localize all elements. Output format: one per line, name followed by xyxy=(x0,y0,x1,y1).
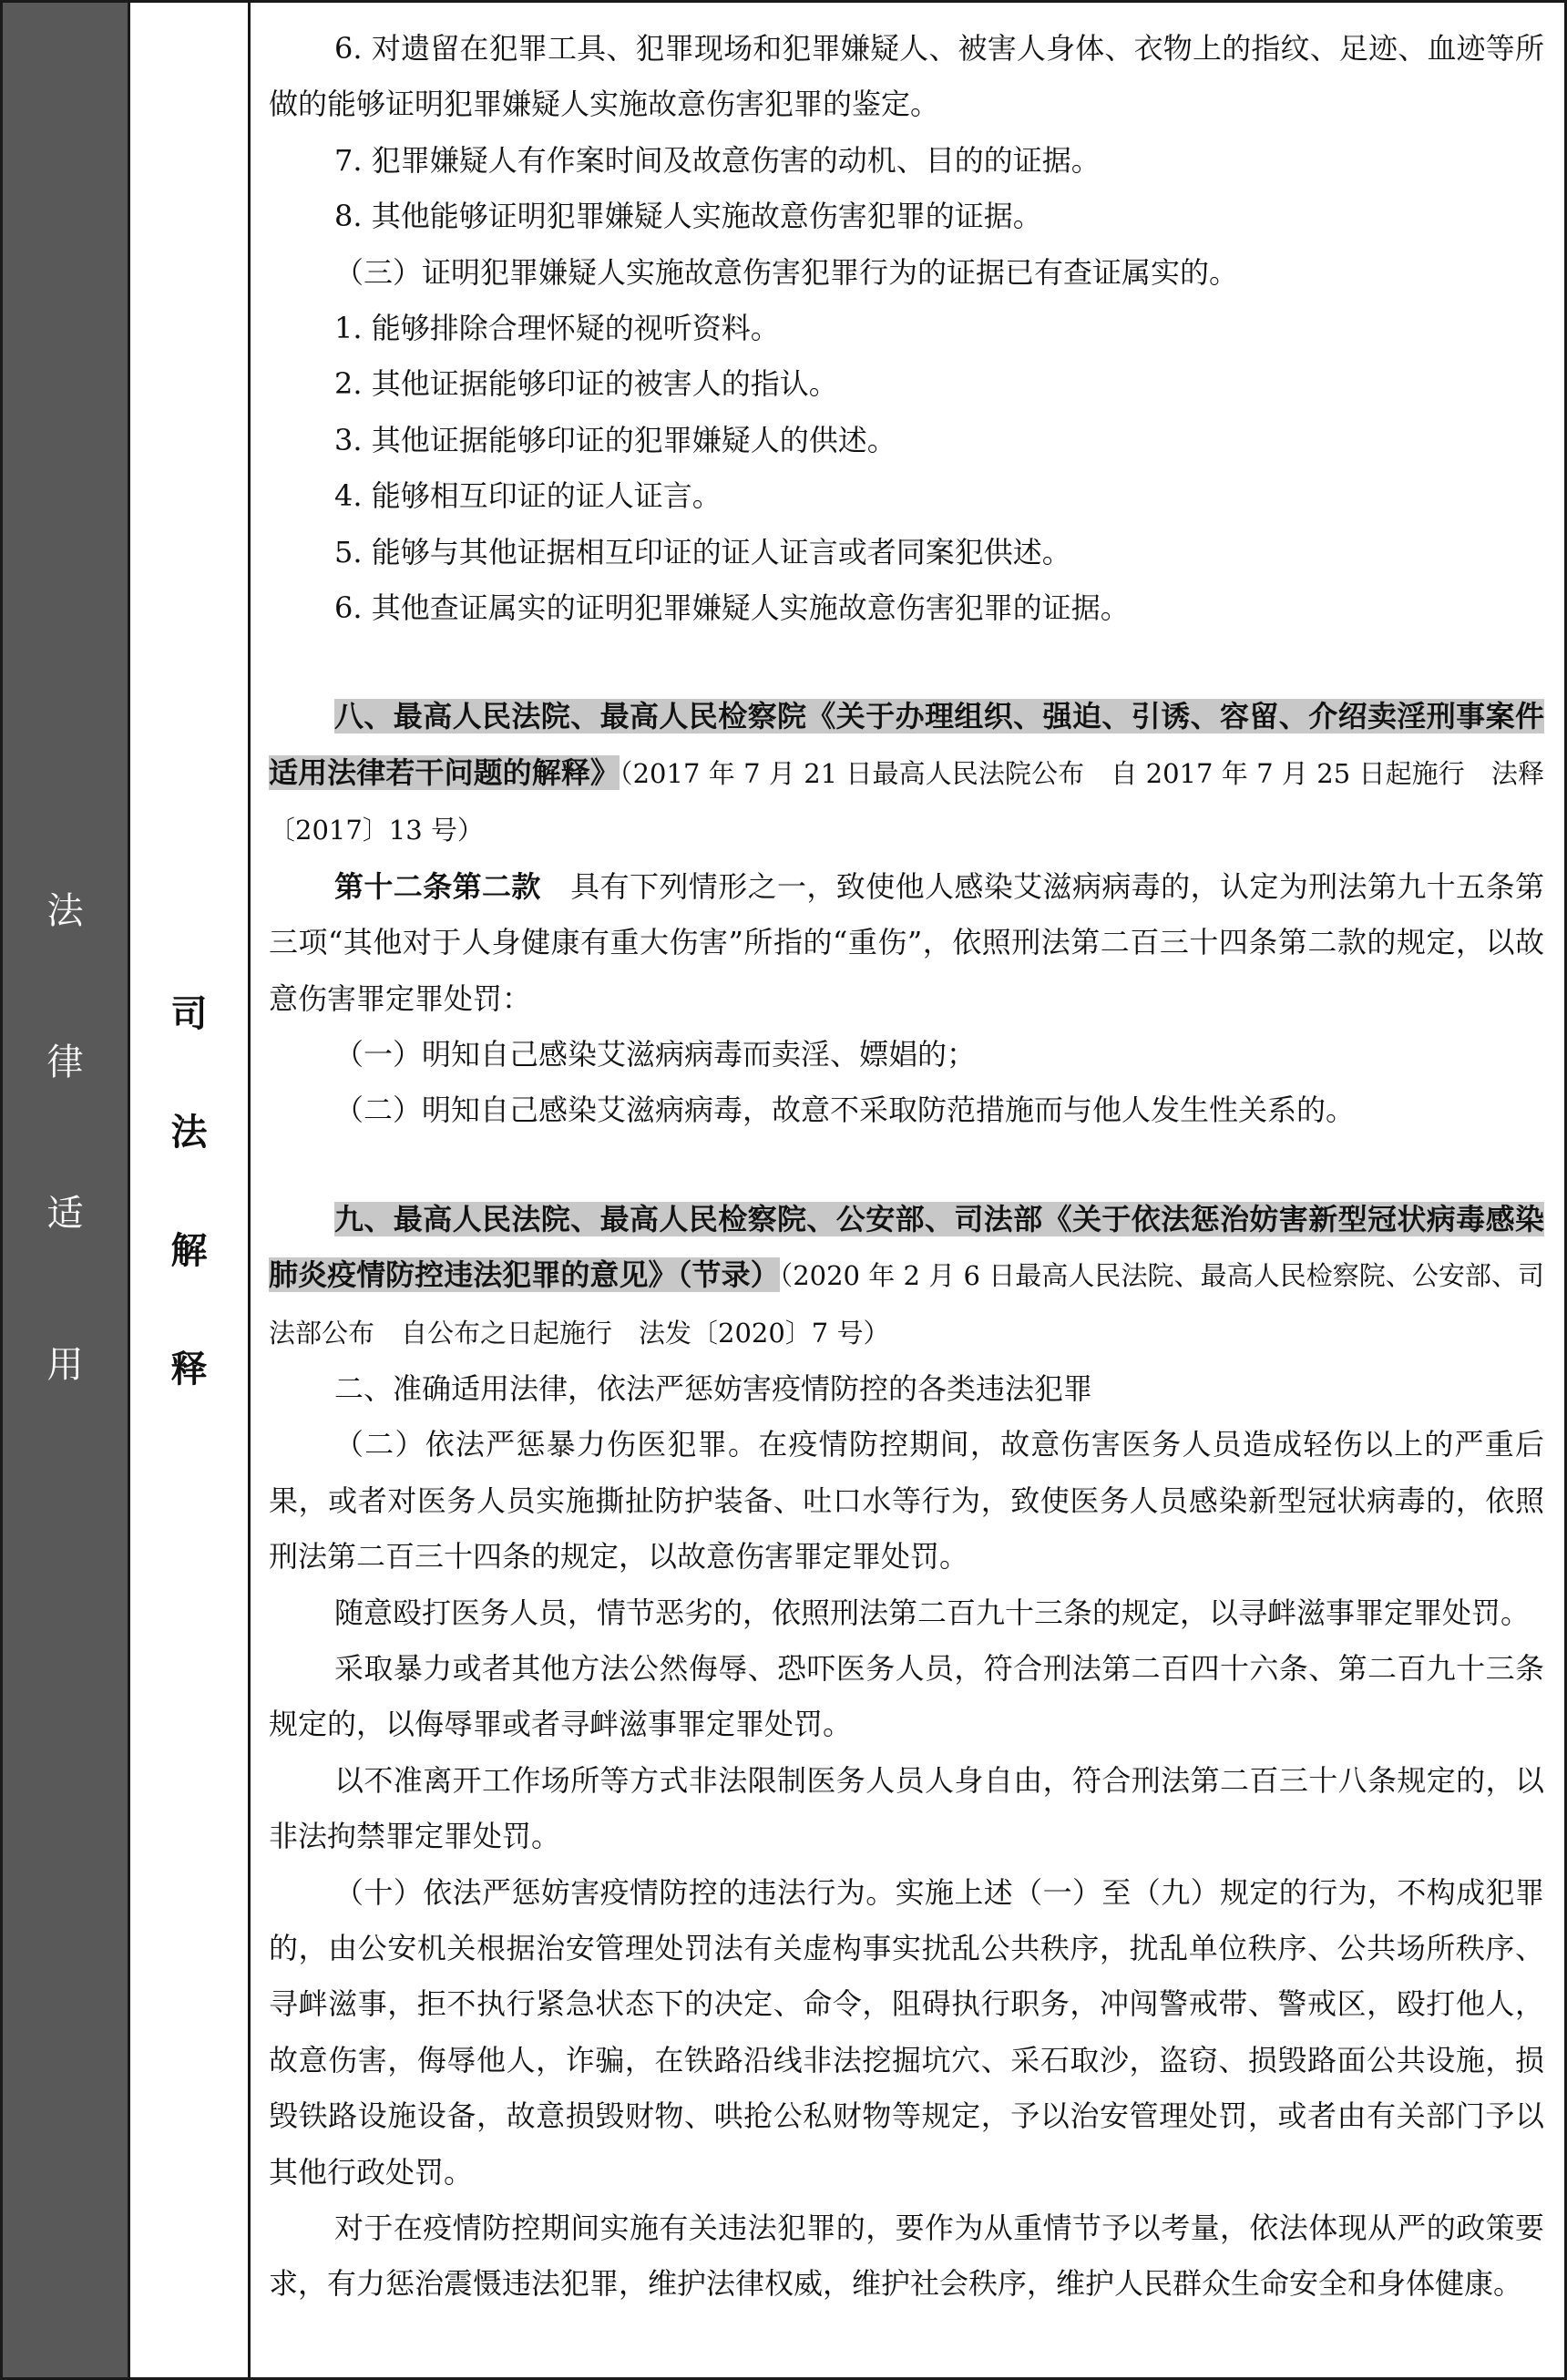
evidence-item: 8. 其他能够证明犯罪嫌疑人实施故意伤害犯罪的证据。 xyxy=(334,199,1042,234)
category-char: 法 xyxy=(46,890,84,932)
subcategory-char: 解 xyxy=(170,1229,208,1272)
category-label xyxy=(3,884,128,1392)
article-item: （一）明知自己感染艾滋病病毒而卖淫、嫖娼的； xyxy=(334,1036,977,1072)
section-9-paragraph: 对于在疫情防控期间实施有关违法犯罪的，要作为从重情节予以考量，依法体现从严的政策要求，有力惩治震慑违法犯罪，维护法律权威，维护社会秩序，维护人民群众生命安全和身体健康。 xyxy=(269,2211,1544,2302)
section-9-paragraph: （二）依法严惩暴力伤医犯罪。在疫情防控期间，故意伤害医务人员造成轻伤以上的严重后果，或者对医务人员实施撕扯防护装备、吐口水等行为，致使医务人员感染新型冠状病毒的，依照刑法第二百三十四条的规定，以故意伤害罪定罪处罚。 xyxy=(269,1427,1544,1575)
article-label: 第十二条第二款 xyxy=(334,868,541,904)
subcategory-char: 释 xyxy=(170,1348,208,1390)
evidence-subheading: （三）证明犯罪嫌疑人实施故意伤害犯罪行为的证据已有查证属实的。 xyxy=(334,254,1239,290)
section-9-paragraph: （十）依法严惩妨害疫情防控的违法行为。实施上述（一）至（九）规定的行为，不构成犯罪的，由公安机关根据治安管理处罚法有关虚构事实扰乱公共秩序，扰乱单位秩序、公共场所秩序、寻衅滋事，拒不执行紧急状态下的决定、命令，阻碍执行职务，冲闯警戒带、警戒区，殴打他人，故意伤害，侮辱他人，诈骗，在铁路沿线非法挖掘坑穴、采石取沙，盗窃、损毁路面公共设施，损毁铁路设施设备，故意损毁财物、哄抢公私财物等规定，予以治安管理处罚，或者由有关部门予以其他行政处罚。 xyxy=(269,1874,1544,2190)
evidence-item: 6. 对遗留在犯罪工具、犯罪现场和犯罪嫌疑人、被害人身体、衣物上的指纹、足迹、血迹等所做的能够证明犯罪嫌疑人实施故意伤害犯罪的鉴定。 xyxy=(269,31,1544,122)
section-gap xyxy=(269,1139,1544,1192)
evidence-item: 3. 其他证据能够印证的犯罪嫌疑人的供述。 xyxy=(334,422,896,457)
evidence-item: 7. 犯罪嫌疑人有作案时间及故意伤害的动机、目的的证据。 xyxy=(334,142,1101,178)
article-paragraph xyxy=(269,859,1544,1027)
section-8-title: 八、最高人民法院、最高人民检察院《关于办理组织、强迫、引诱、容留、介绍卖淫刑事案件适用法律若干问题的解释》 xyxy=(269,699,1544,790)
subcategory-char: 法 xyxy=(170,1111,208,1154)
content-column xyxy=(269,21,1544,2313)
evidence-item: 1. 能够排除合理怀疑的视听资料。 xyxy=(334,311,780,346)
subcategory-label xyxy=(130,987,248,1397)
section-8-heading xyxy=(269,689,1544,858)
section-9-paragraph: 二、准确适用法律，依法严惩妨害疫情防控的各类违法犯罪 xyxy=(334,1370,1093,1406)
section-9-source: （2020 年 2 月 6 日最高人民法院、最高人民检察院、公安部、司法部公布 自公布之日起施行 法发〔2020〕7 号） xyxy=(269,1260,1544,1349)
article-text: 具有下列情形之一，致使他人感染艾滋病病毒的，认定为刑法第九十五条第三项“其他对于人身健康有重大伤害”所指的“重伤”，依照刑法第二百三十四条第二款的规定，以故意伤害罪定罪处罚： xyxy=(269,868,1544,1016)
category-char: 律 xyxy=(46,1041,84,1083)
evidence-item: 4. 能够相互印证的证人证言。 xyxy=(334,478,722,514)
article-item: （二）明知自己感染艾滋病病毒，故意不采取防范措施而与他人发生性关系的。 xyxy=(334,1093,1356,1128)
evidence-item: 6. 其他查证属实的证明犯罪嫌疑人实施故意伤害犯罪的证据。 xyxy=(334,590,1130,626)
evidence-item: 2. 其他证据能够印证的被害人的指认。 xyxy=(334,366,838,402)
section-gap xyxy=(269,636,1544,689)
section-9-paragraph: 随意殴打医务人员，情节恶劣的，依照刑法第二百九十三条的规定，以寻衅滋事罪定罪处罚。 xyxy=(334,1595,1531,1630)
category-char: 适 xyxy=(46,1193,84,1235)
subcategory-column xyxy=(130,3,251,2377)
section-9-paragraph: 采取暴力或者其他方法公然侮辱、恐吓医务人员，符合刑法第二百四十六条、第二百九十三条规定的，以侮辱罪或者寻衅滋事罪定罪处罚。 xyxy=(269,1650,1544,1742)
category-char: 用 xyxy=(46,1344,84,1386)
section-9-heading xyxy=(269,1192,1544,1361)
section-9-title: 九、最高人民法院、最高人民检察院、公安部、司法部《关于依法惩治妨害新型冠状病毒感染肺炎疫情防控违法犯罪的意见》（节录） xyxy=(269,1201,1544,1293)
section-9-paragraph: 以不准离开工作场所等方式非法限制医务人员人身自由，符合刑法第二百三十八条规定的，以非法拘禁罪定罪处罚。 xyxy=(269,1762,1544,1854)
evidence-item: 5. 能够与其他证据相互印证的证人证言或者同案犯供述。 xyxy=(334,534,1071,569)
category-column xyxy=(3,3,130,2377)
section-8-source: （2017 年 7 月 21 日最高人民法院公布 自 2017 年 7 月 25 日起施行 法释〔2017〕13 号） xyxy=(269,757,1544,846)
subcategory-char: 司 xyxy=(170,992,208,1035)
